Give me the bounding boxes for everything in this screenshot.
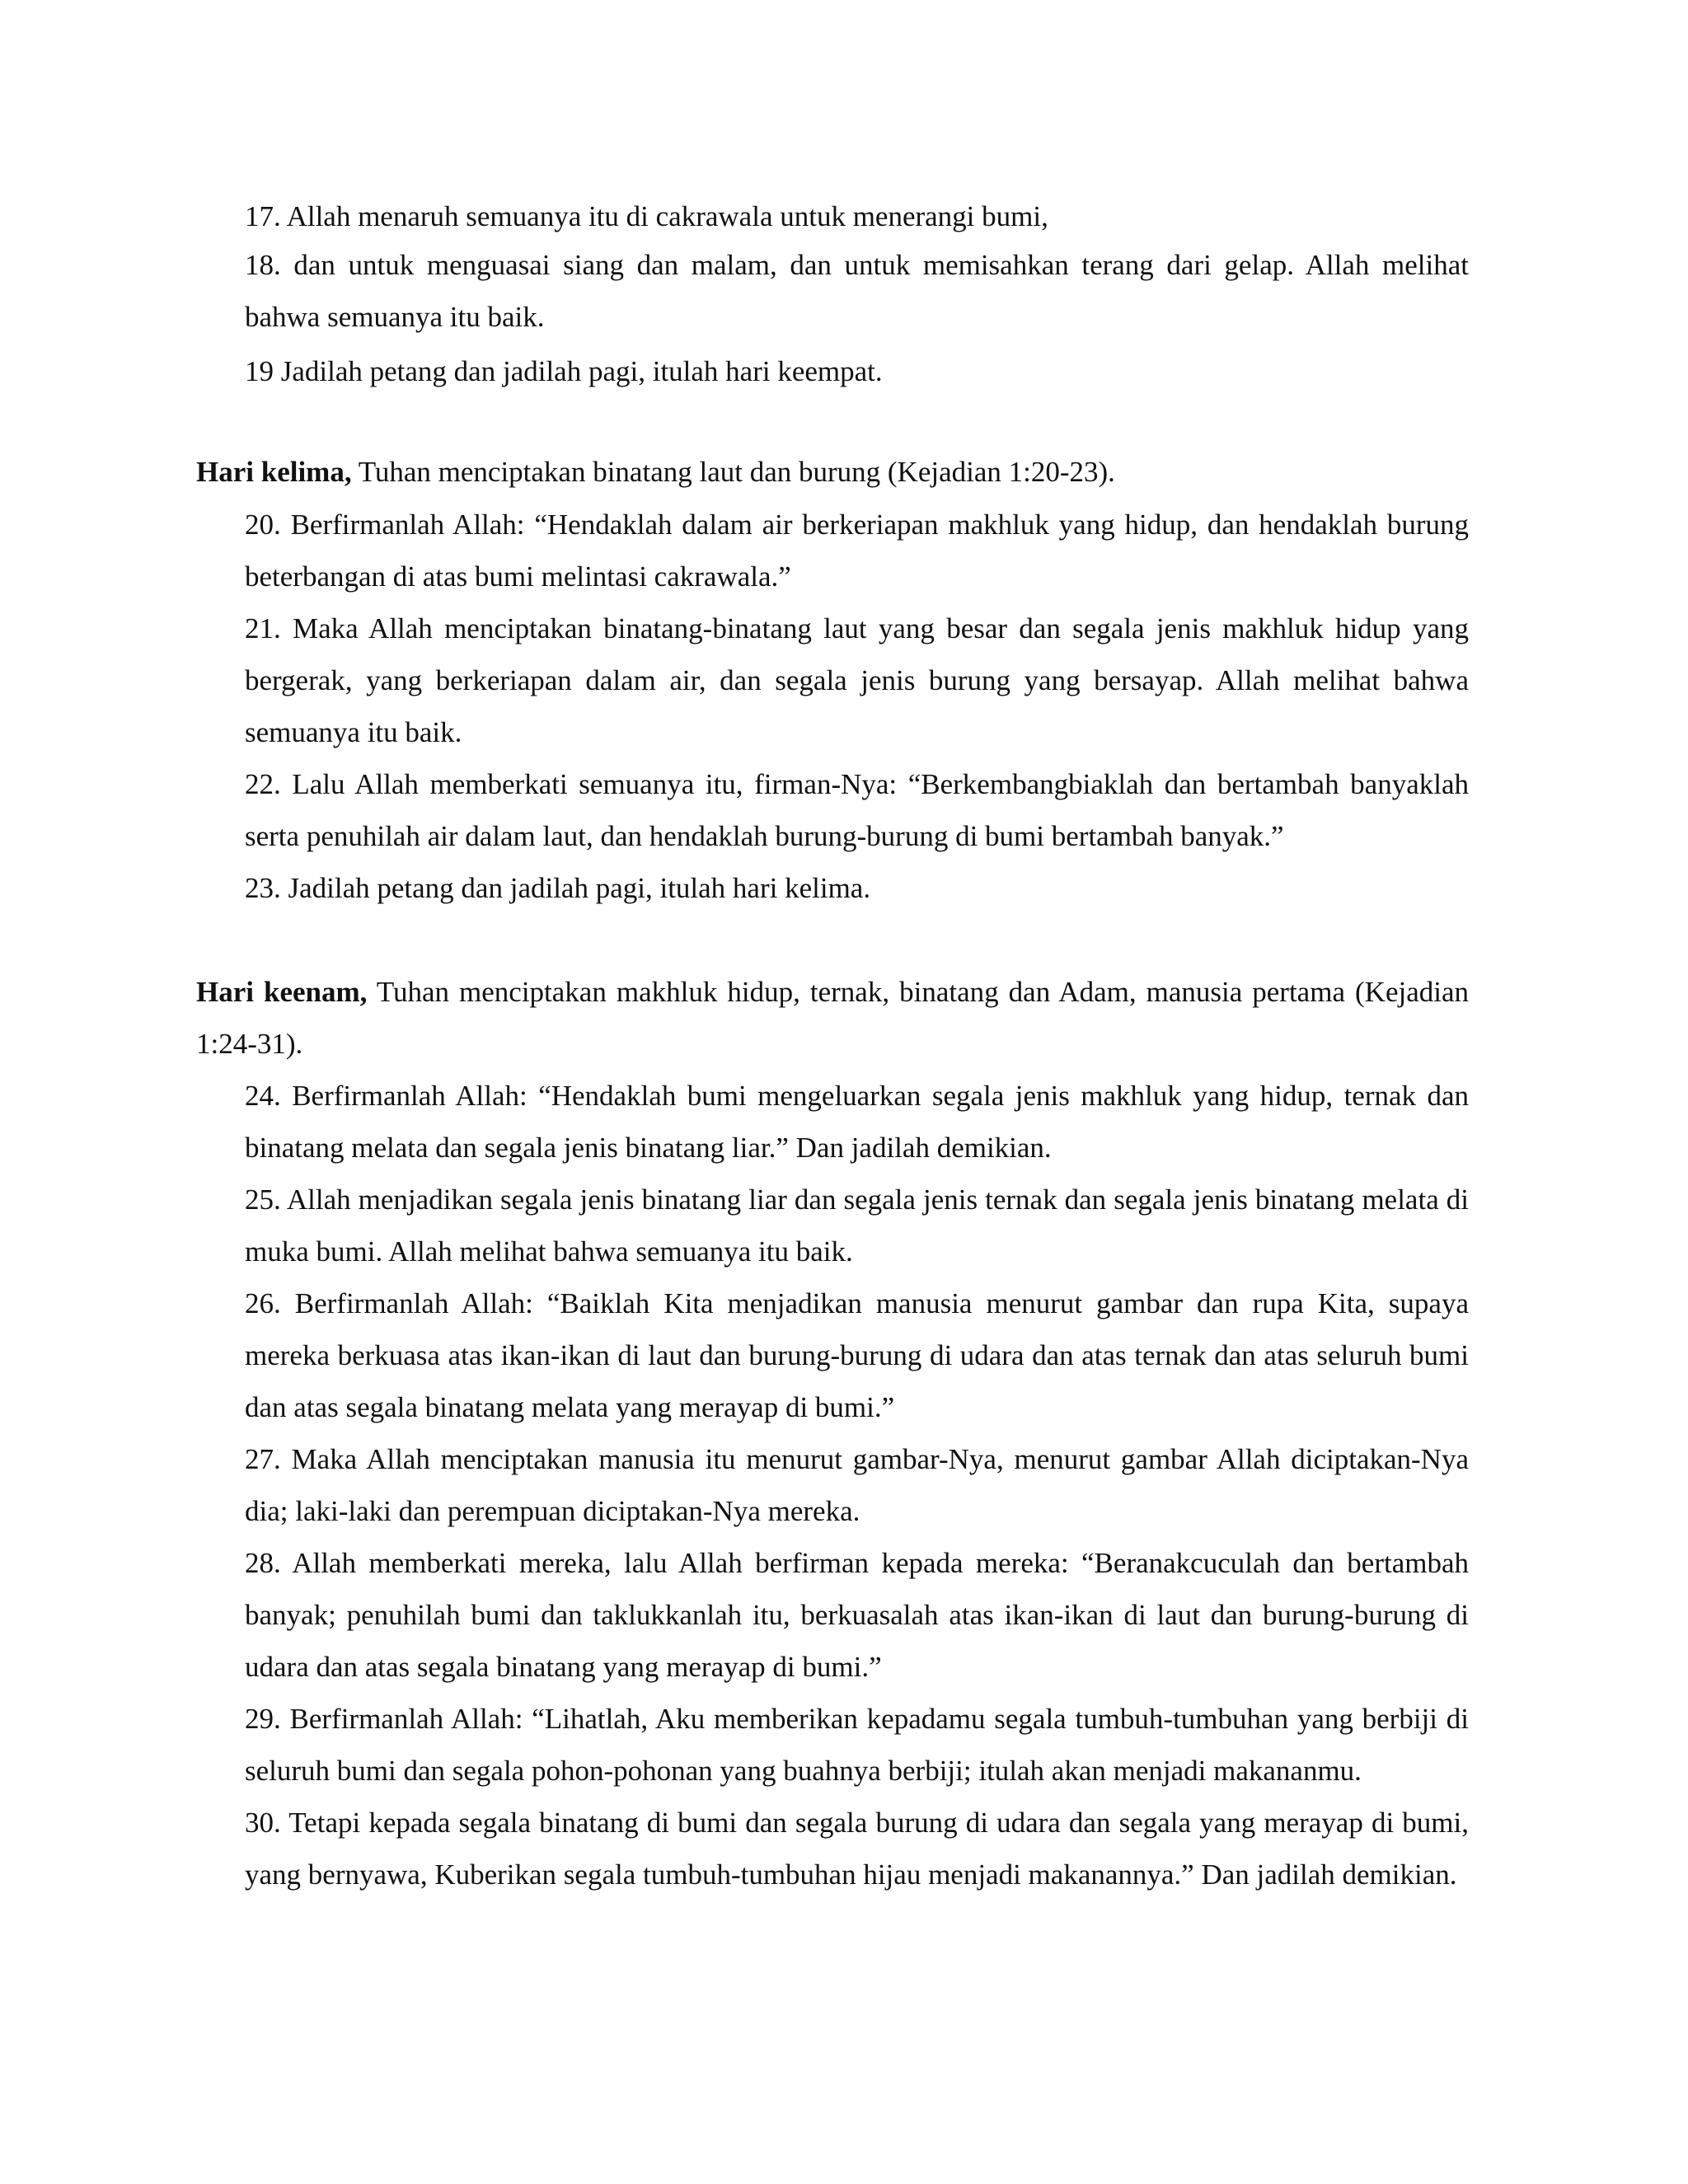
verse-30: 30. Tetapi kepada segala binatang di bumi dan segala burung di udara dan segala yang merayap di bumi, yang bernyawa, Kuberikan segala tumbuh-tumbuhan hijau menjadi makanannya.” Dan jadilah demikian.	[245, 1807, 1469, 1891]
verse-22: 22. Lalu Allah memberkati semuanya itu, firman-Nya: “Berkembangbiaklah dan bertambah banyaklah serta penuhilah air dalam laut, dan hendaklah burung-burung di bumi bertambah banyak.”	[245, 768, 1469, 852]
section-title-day-5: Hari kelima,	[196, 456, 352, 488]
verse-29: 29. Berfirmanlah Allah: “Lihatlah, Aku memberikan kepadamu segala tumbuh-tumbuhan yang berbiji di seluruh bumi dan segala pohon-pohonan yang buahnya berbiji; itulah akan menjadi makananmu.	[245, 1703, 1469, 1787]
verse-28: 28. Allah memberkati mereka, lalu Allah berfirman kepada mereka: “Beranakcuculah dan bertambah banyak; penuhilah bumi dan taklukkanlah itu, berkuasalah atas ikan-ikan di laut dan burung-burung di udara dan atas segala binatang yang merayap di bumi.”	[245, 1547, 1469, 1683]
verse-18: 18. dan untuk menguasai siang dan malam, dan untuk memisahkan terang dari gelap. Allah melihat bahwa semuanya itu baik.	[245, 249, 1469, 333]
section-heading-day-6	[196, 966, 1469, 1070]
verse-21: 21. Maka Allah menciptakan binatang-binatang laut yang besar dan segala jenis makhluk hidup yang bergerak, yang berkeriapan dalam air, dan segala jenis burung yang bersayap. Allah melihat bahwa semuanya itu baik.	[245, 612, 1469, 748]
section-intro-day-5: Tuhan menciptakan binatang laut dan burung (Kejadian 1:20-23).	[351, 456, 1115, 488]
verse-20: 20. Berfirmanlah Allah: “Hendaklah dalam air berkeriapan makhluk yang hidup, dan hendaklah burung beterbangan di atas bumi melintasi cakrawala.”	[245, 509, 1469, 593]
verse-25: 25. Allah menjadikan segala jenis binatang liar dan segala jenis ternak dan segala jenis binatang melata di muka bumi. Allah melihat bahwa semuanya itu baik.	[245, 1183, 1469, 1268]
section-heading-day-5	[196, 446, 1469, 498]
section-title-day-6: Hari keenam,	[196, 976, 368, 1008]
verse-26: 26. Berfirmanlah Allah: “Baiklah Kita menjadikan manusia menurut gambar dan rupa Kita, supaya mereka berkuasa atas ikan-ikan di laut dan burung-burung di udara dan atas ternak dan atas seluruh bumi dan atas segala binatang melata yang merayap di bumi.”	[245, 1287, 1469, 1423]
verse-27: 27. Maka Allah menciptakan manusia itu menurut gambar-Nya, menurut gambar Allah diciptakan-Nya dia; laki-laki dan perempuan diciptakan-Nya mereka.	[245, 1443, 1469, 1527]
verse-19: 19 Jadilah petang dan jadilah pagi, itulah hari keempat.	[245, 355, 883, 387]
verse-24: 24. Berfirmanlah Allah: “Hendaklah bumi mengeluarkan segala jenis makhluk yang hidup, ternak dan binatang melata dan segala jenis binatang liar.” Dan jadilah demikian.	[245, 1080, 1469, 1164]
verse-17: 17. Allah menaruh semuanya itu di cakrawala untuk menerangi bumi,	[245, 200, 1048, 232]
section-intro-day-6: Tuhan menciptakan makhluk hidup, ternak, binatang dan Adam, manusia pertama (Kejadian 1:24-31).	[196, 976, 1469, 1060]
verse-23: 23. Jadilah petang dan jadilah pagi, itulah hari kelima.	[245, 872, 871, 904]
